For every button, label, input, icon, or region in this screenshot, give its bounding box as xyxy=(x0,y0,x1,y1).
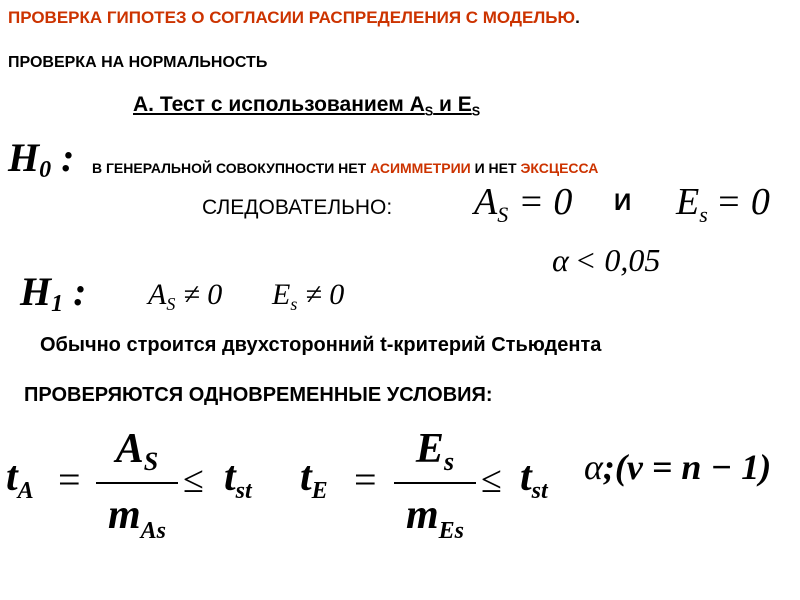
h1-e-lhs: E xyxy=(272,278,291,311)
ta-sub: A xyxy=(17,478,34,504)
degrees-of-freedom xyxy=(584,446,771,488)
df-text: ;(ν = n − 1) xyxy=(602,447,772,487)
eq1-sub: S xyxy=(497,202,509,227)
eq1-lhs: A xyxy=(474,181,498,223)
note-usually: Обычно строится двухсторонний t-критерий Стьюдента xyxy=(40,334,602,356)
h0-colon: : xyxy=(61,135,75,180)
h0-asymmetry: АСИММЕТРИИ xyxy=(370,160,471,176)
h1-a-rhs: ≠ 0 xyxy=(183,278,223,311)
h0-statement xyxy=(92,160,598,176)
alpha-symbol: α xyxy=(552,242,569,278)
formula-te-equals: = xyxy=(354,457,377,502)
section-heading-sub2: S xyxy=(471,104,481,119)
ta-ts: t xyxy=(224,454,236,500)
eq2-lhs: E xyxy=(676,181,700,223)
h1-colon: : xyxy=(73,269,87,314)
te-num: E xyxy=(415,426,444,472)
formula-ta-fraction-bar xyxy=(96,482,178,484)
h1-letter: H xyxy=(20,269,52,314)
te-ts: t xyxy=(520,454,532,500)
ta-num: A xyxy=(115,426,144,472)
ta-num-sub: S xyxy=(143,447,159,476)
te-t: t xyxy=(300,454,312,500)
formula-te-le: ≤ xyxy=(481,459,502,501)
te-sub: E xyxy=(311,478,328,504)
formula-te-lhs xyxy=(300,452,328,505)
formula-ta-numerator xyxy=(96,424,178,477)
h0-index: 0 xyxy=(39,157,52,183)
subtitle: ПРОВЕРКА НА НОРМАЛЬНОСТЬ xyxy=(8,54,268,71)
ta-ts-sub: st xyxy=(235,478,252,504)
formula-te-fraction-bar xyxy=(394,482,476,484)
note-conditions: ПРОВЕРЯЮТСЯ ОДНОВРЕМЕННЫЕ УСЛОВИЯ: xyxy=(24,384,493,406)
consequence-eq-as xyxy=(474,180,572,228)
h0-kurtosis: ЭКСЦЕССА xyxy=(520,160,599,176)
alpha-condition xyxy=(552,242,660,279)
h1-index: 1 xyxy=(51,291,64,317)
te-ts-sub: st xyxy=(531,478,548,504)
h0-symbol xyxy=(8,134,74,194)
formula-ta-le: ≤ xyxy=(183,459,204,501)
main-title-dot: . xyxy=(575,8,580,27)
h0-letter: H xyxy=(8,135,40,180)
eq2-sub: s xyxy=(699,202,708,227)
h1-condition-as xyxy=(148,278,222,315)
df-alpha: α xyxy=(584,447,603,487)
formula-ta-lhs xyxy=(6,452,34,505)
eq2-rhs: = 0 xyxy=(715,181,770,223)
formula-ta-tst xyxy=(224,452,252,505)
ta-den: m xyxy=(107,492,141,538)
main-title-text: ПРОВЕРКА ГИПОТЕЗ О СОГЛАСИИ РАСПРЕДЕЛЕНИЯ С МОДЕЛЬЮ xyxy=(8,8,576,27)
te-num-sub: s xyxy=(443,447,455,476)
ta-t: t xyxy=(6,454,18,500)
ta-den-sub: As xyxy=(140,518,167,544)
section-heading-mid: и E xyxy=(433,93,472,116)
conjunction: И xyxy=(614,189,632,216)
h1-symbol xyxy=(20,268,86,328)
h1-e-rhs: ≠ 0 xyxy=(305,278,345,311)
h1-condition-es xyxy=(272,278,344,315)
alpha-value: < 0,05 xyxy=(574,242,661,278)
consequence-label: СЛЕДОВАТЕЛЬНО: xyxy=(202,196,393,219)
eq1-rhs: = 0 xyxy=(518,181,573,223)
main-title xyxy=(8,8,580,28)
formula-te-denominator xyxy=(394,490,476,545)
section-heading xyxy=(133,93,480,118)
section-heading-sub1: S xyxy=(424,104,434,119)
formula-ta-denominator xyxy=(96,490,178,545)
h1-e-sub: s xyxy=(290,294,298,314)
formula-ta-equals: = xyxy=(58,457,81,502)
consequence-eq-es xyxy=(676,180,770,228)
h1-a-lhs: A xyxy=(148,278,167,311)
te-den-sub: Es xyxy=(438,518,465,544)
h0-text-2: И НЕТ xyxy=(470,160,521,176)
h1-a-sub: S xyxy=(166,294,176,314)
section-heading-prefix: А. Тест с использованием A xyxy=(133,93,425,116)
h0-text-1: В ГЕНЕРАЛЬНОЙ СОВОКУПНОСТИ НЕТ xyxy=(92,160,371,176)
te-den: m xyxy=(405,492,439,538)
formula-te-tst xyxy=(520,452,548,505)
formula-te-numerator xyxy=(394,424,476,477)
